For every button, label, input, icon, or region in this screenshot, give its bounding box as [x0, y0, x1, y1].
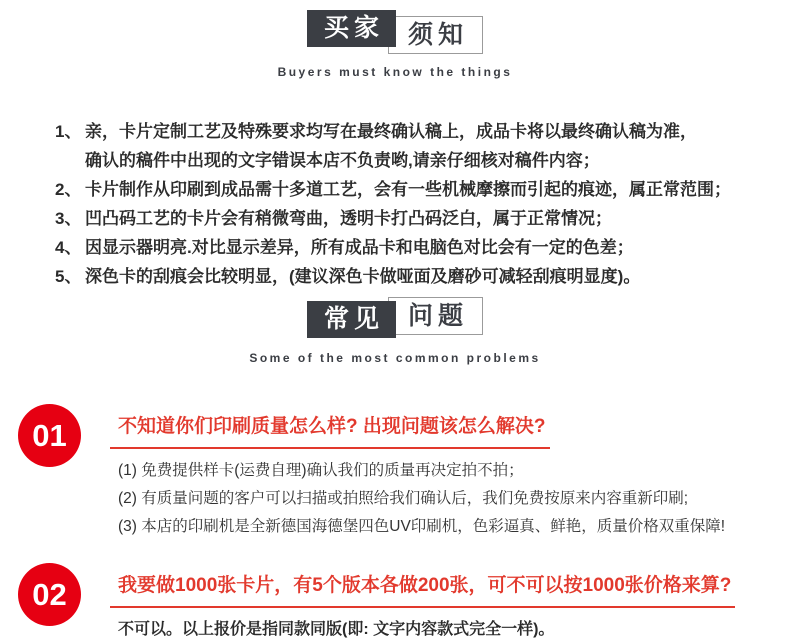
- notice-text: 深色卡的刮痕会比较明显，(建议深色卡做哑面及磨砂可减轻刮痕明显度)。: [85, 267, 641, 286]
- header-outline-box: 问题: [388, 297, 483, 335]
- faq-list: [0, 411, 790, 644]
- faq-answer-line: (1) 免费提供样卡(运费自理)确认我们的质量再决定拍不拍；: [118, 462, 524, 479]
- faq-question: 我要做1000张卡片，有5个版本各做200张，可不可以按1000张价格来算?: [110, 570, 735, 608]
- notice-item-1: [55, 117, 760, 175]
- notice-number: 4、: [55, 238, 82, 257]
- notice-number: 3、: [55, 209, 82, 228]
- header-dark-box: 常见: [307, 301, 396, 338]
- notice-number: 2、: [55, 180, 82, 199]
- notice-item-3: [55, 204, 760, 233]
- header-outline-box: 须知: [388, 16, 483, 54]
- faq-item-1: [32, 411, 750, 541]
- faq-number-badge: 01: [18, 404, 81, 467]
- notice-item-2: [55, 175, 760, 204]
- header-subtitle-en: Some of the most common problems: [249, 351, 541, 365]
- faq-answers: [118, 616, 750, 644]
- notice-number: 1、: [55, 122, 82, 141]
- header-dark-box: 买家: [307, 10, 396, 47]
- notice-text: 凹凸码工艺的卡片会有稍微弯曲，透明卡打凸码泛白，属于正常情况；: [85, 209, 612, 228]
- notice-line: 亲，卡片定制工艺及特殊要求均写在最终确认稿上，成品卡将以最终确认稿为准，: [85, 122, 697, 141]
- header-title-boxes: [0, 10, 790, 54]
- header-common-problems: [0, 301, 790, 365]
- notice-list: [55, 117, 760, 291]
- notice-number: 5、: [55, 267, 82, 286]
- notice-line: 确认的稿件中出现的文字错误本店不负责哟,请亲仔细核对稿件内容；: [85, 151, 600, 170]
- notice-text: [85, 117, 760, 175]
- faq-answer-line: (3) 本店的印刷机是全新德国海德堡四色UV印刷机，色彩逼真、鲜艳，质量价格双重保障!: [118, 518, 726, 535]
- header-buyers-notice: [0, 0, 790, 79]
- header-title-boxes: [0, 301, 790, 345]
- header-subtitle-en: Buyers must know the things: [277, 65, 513, 79]
- faq-question: 不知道你们印刷质量怎么样? 出现问题该怎么解决?: [110, 411, 550, 449]
- faq-number-badge: 02: [18, 563, 81, 626]
- notice-text: 卡片制作从印刷到成品需十多道工艺，会有一些机械摩擦而引起的痕迹，属正常范围；: [85, 180, 731, 199]
- faq-answers: [118, 457, 750, 541]
- faq-answer-line: 不可以。以上报价是指同款同版(即: 文字内容款式完全一样)。: [118, 621, 555, 638]
- notice-item-4: [55, 233, 760, 262]
- faq-answer-line: (2) 有质量问题的客户可以扫描或拍照给我们确认后，我们免费按原来内容重新印刷;: [118, 490, 689, 507]
- notice-text: 因显示器明亮.对比显示差异，所有成品卡和电脑色对比会有一定的色差；: [85, 238, 634, 257]
- notice-item-5: [55, 262, 760, 291]
- faq-item-2: [32, 570, 750, 644]
